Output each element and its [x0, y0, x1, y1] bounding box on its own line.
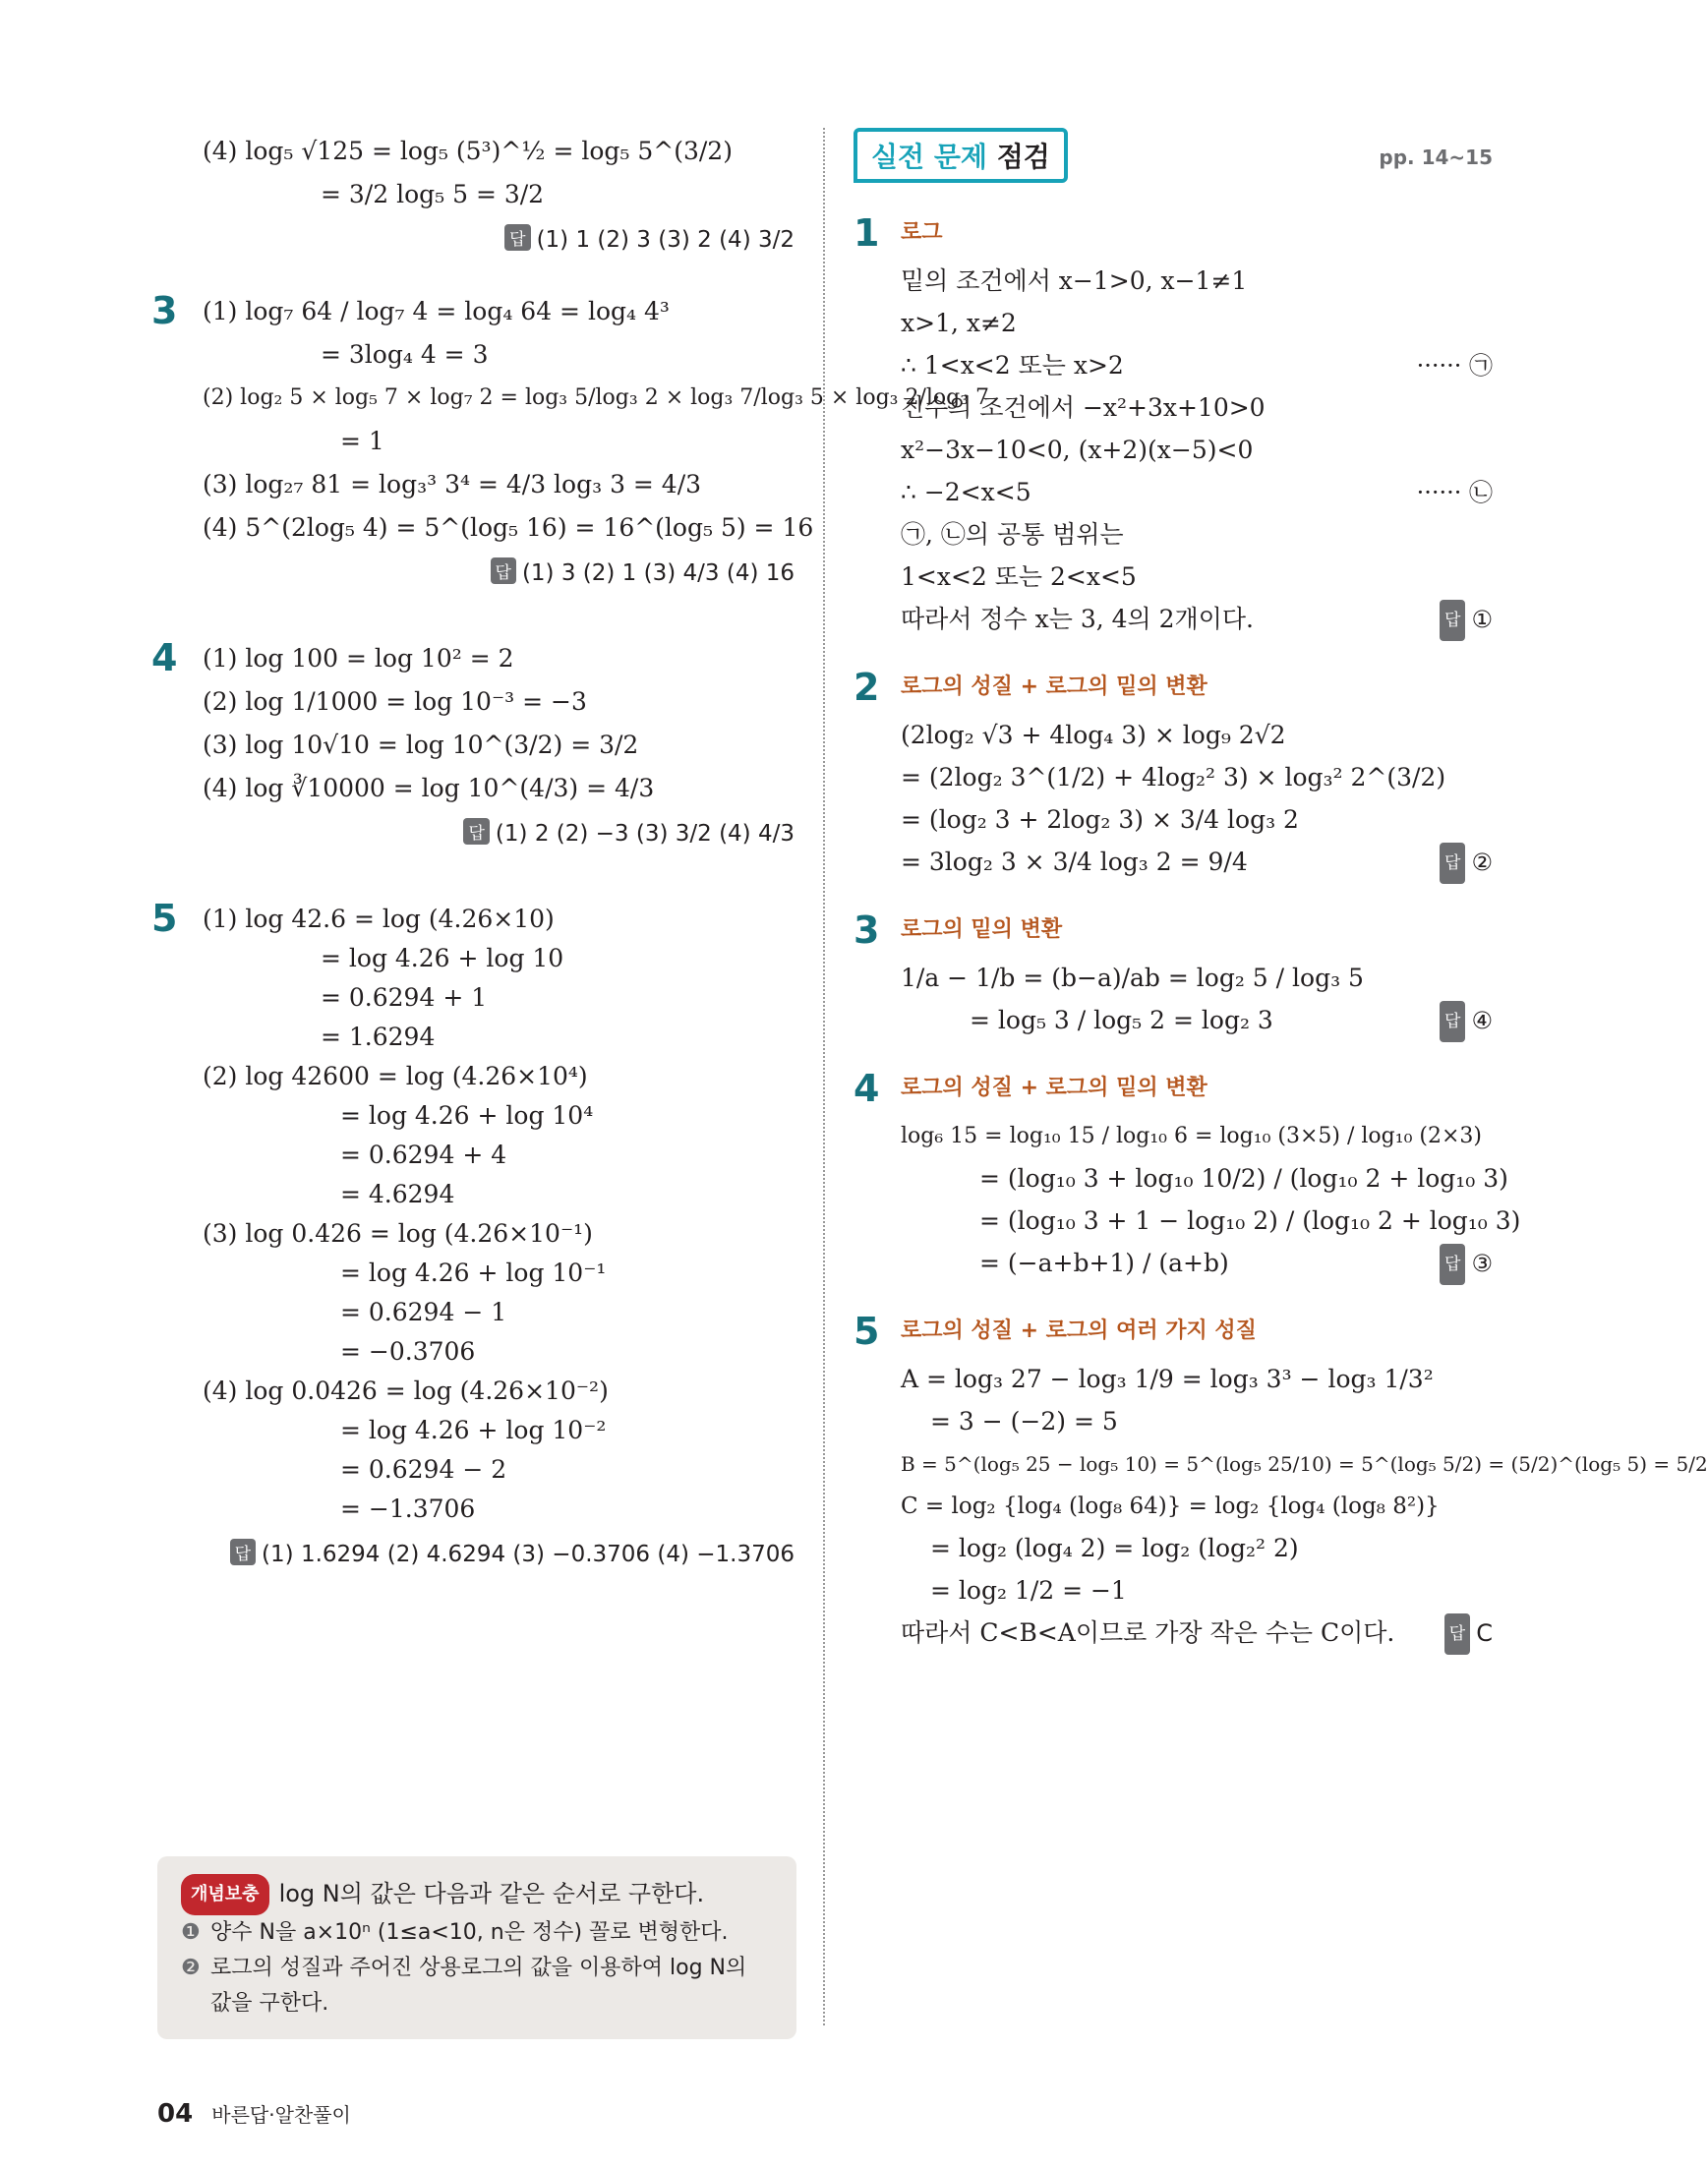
answer-text: ③ [1471, 1250, 1493, 1277]
section-title-box [854, 128, 1068, 183]
solution-line: = log 4.26 + log 10⁴ [340, 1101, 594, 1130]
problem-topic: 로그의 밑의 변환 [901, 917, 1063, 942]
answer-line [1440, 843, 1493, 884]
problem-number: 5 [854, 1310, 880, 1353]
solution-line: ㉠, ㉡의 공통 범위는 [901, 520, 1124, 549]
concept-note-text: log N의 값은 다음과 같은 순서로 구한다. [278, 1880, 705, 1907]
step-1-marker: ❶ [181, 1920, 201, 1945]
solution-line: = −1.3706 [340, 1494, 476, 1523]
answer-text: ① [1471, 606, 1493, 633]
answer-badge: 답 [1444, 1613, 1470, 1655]
solution-line: (3) log 10√10 = log 10^(3/2) = 3/2 [203, 731, 639, 759]
answer-line [155, 818, 795, 847]
concept-note-item [181, 1915, 773, 1951]
solution-line: (4) 5^(2log₅ 4) = 5^(log₅ 16) = 16^(log₅ 5) = 16 [203, 513, 814, 542]
solution-line-with-answer [901, 843, 1493, 882]
solution-line: x²−3x−10<0, (x+2)(x−5)<0 [901, 436, 1254, 464]
problem-number: 1 [854, 211, 880, 255]
page-reference: pp. 14~15 [1379, 146, 1493, 169]
solution-line: A = log₃ 27 − log₃ 1/9 = log₃ 3³ − log₃ 1/3² [901, 1365, 1434, 1393]
solution-line: = log 4.26 + log 10⁻² [340, 1416, 607, 1444]
solution-line: = (2log₂ 3^(1/2) + 4log₂² 3) × log₃² 2^(3/2) [901, 763, 1446, 791]
section-title-rest: 점검 [996, 141, 1050, 173]
answer-text: ② [1471, 849, 1493, 876]
answer-line [1440, 1001, 1493, 1042]
answer-line [1440, 1244, 1493, 1285]
answer-badge: 답 [463, 818, 489, 845]
answer-line [1444, 1613, 1493, 1655]
solution-line: (2log₂ √3 + 4log₄ 3) × log₉ 2√2 [901, 721, 1286, 749]
solution-line: = log₂ 1/2 = −1 [930, 1576, 1127, 1605]
condition-tag: ······ ㉠ [1416, 352, 1493, 380]
solution-line: = 1.6294 [321, 1023, 436, 1051]
problem-number: 3 [854, 908, 880, 952]
practice-problem-3 [854, 908, 1493, 1040]
solution-line: = 0.6294 − 1 [340, 1298, 507, 1326]
right-column [854, 128, 1708, 1656]
problem-number: 3 [151, 289, 178, 332]
section-header [854, 128, 1493, 197]
problem-number: 4 [151, 636, 178, 679]
answer-badge: 답 [230, 1539, 256, 1565]
solution-line: = log₅ 3 / log₅ 2 = log₂ 3 [970, 1006, 1273, 1034]
problem-topic: 로그 [901, 220, 943, 245]
solution-line-with-answer [901, 1613, 1493, 1653]
answer-badge: 답 [1440, 1001, 1465, 1042]
practice-problem-2 [854, 666, 1493, 882]
solution-line: x>1, x≠2 [901, 309, 1017, 337]
practice-problem-5 [854, 1310, 1708, 1653]
problem-5 [151, 897, 795, 1567]
column-divider [823, 128, 825, 2025]
answer-badge: 답 [1440, 843, 1465, 884]
page-number: 04 [157, 2099, 194, 2129]
solution-line-with-answer [901, 600, 1493, 639]
solution-line-with-tag [901, 346, 1493, 385]
problem-number: 4 [854, 1067, 880, 1110]
concept-note-badge: 개념보충 [181, 1874, 269, 1915]
solution-line: B = 5^(log₅ 25 − log₅ 10) = 5^(log₅ 25/10) = 5^(log₅ 5/2) = (5/2)^(log₅ 5) = 5/2 [901, 1452, 1708, 1476]
solution-line: = (log₁₀ 3 + log₁₀ 10/2) / (log₁₀ 2 + log₁₀ 3) [979, 1164, 1508, 1193]
practice-problem-4 [854, 1067, 1521, 1283]
solution-line: = log₂ (log₄ 2) = log₂ (log₂² 2) [930, 1534, 1299, 1562]
answer-line [155, 557, 795, 586]
answer-text: ④ [1471, 1007, 1493, 1034]
answer-text: C [1476, 1619, 1493, 1647]
solution-line: ∴ −2<x<5 [901, 478, 1031, 506]
answer-text: (1) 1.6294 (2) 4.6294 (3) −0.3706 (4) −1.3706 [262, 1542, 795, 1567]
solution-line: 따라서 정수 x는 3, 4의 2개이다. [901, 605, 1254, 633]
solution-line: (1) log₇ 64 / log₇ 4 = log₄ 64 = log₄ 4³ [203, 297, 670, 325]
solution-line: = log 4.26 + log 10⁻¹ [340, 1259, 607, 1287]
answer-badge: 답 [1440, 1244, 1465, 1285]
concept-note-item-text: 로그의 성질과 주어진 상용로그의 값을 이용하여 log N의 값을 구한다. [210, 1956, 747, 2016]
step-2-marker: ❷ [181, 1956, 201, 1980]
problem-number: 2 [854, 666, 880, 709]
solution-line-with-tag [901, 473, 1493, 512]
solution-line: (2) log₂ 5 × log₅ 7 × log₇ 2 = log₃ 5/log₃ 2 × log₃ 7/log₃ 5 × log₃ 2/log₃ 7 [203, 385, 990, 410]
page-footer [157, 2099, 351, 2129]
solution-line: log₆ 15 = log₁₀ 15 / log₁₀ 6 = log₁₀ (3×5) / log₁₀ (2×3) [901, 1124, 1482, 1148]
solution-line: = −0.3706 [340, 1337, 476, 1366]
answer-text: (1) 3 (2) 1 (3) 4/3 (4) 16 [521, 560, 795, 586]
solution-line: = 1 [340, 427, 384, 455]
concept-note-item-text: 양수 N을 a×10ⁿ (1≤a<10, n은 정수) 꼴로 변형한다. [210, 1920, 729, 1945]
problem-4 [151, 636, 795, 847]
solution-line: C = log₂ {log₄ (log₈ 64)} = log₂ {log₄ (log₈ 8²)} [901, 1494, 1440, 1519]
answer-badge: 답 [491, 557, 516, 584]
answer-badge: 답 [1440, 600, 1465, 641]
practice-problem-1 [854, 211, 1493, 639]
solution-line: (1) log 42.6 = log (4.26×10) [203, 905, 555, 933]
problem-topic: 로그의 성질 + 로그의 여러 가지 성질 [901, 1318, 1257, 1343]
solution-line: = 3/2 log₅ 5 = 3/2 [321, 180, 545, 208]
problem-topic: 로그의 성질 + 로그의 밑의 변환 [901, 1076, 1207, 1100]
answer-badge: 답 [504, 224, 530, 251]
solution-line: = 3log₄ 4 = 3 [321, 340, 489, 369]
solution-line: 1/a − 1/b = (b−a)/ab = log₂ 5 / log₃ 5 [901, 964, 1364, 992]
solution-line: 따라서 C<B<A이므로 가장 작은 수는 C이다. [901, 1618, 1395, 1647]
solution-line: ∴ 1<x<2 또는 x>2 [901, 351, 1124, 380]
intro-solution [155, 132, 795, 253]
answer-line [155, 1539, 795, 1567]
condition-tag: ······ ㉡ [1416, 479, 1493, 506]
solution-line: = 3log₂ 3 × 3/4 log₃ 2 = 9/4 [901, 848, 1248, 876]
concept-note-title [181, 1874, 773, 1915]
answer-text: (1) 2 (2) −3 (3) 3/2 (4) 4/3 [495, 821, 795, 847]
solution-line: = 0.6294 − 2 [340, 1455, 507, 1484]
answer-text: (1) 1 (2) 3 (3) 2 (4) 3/2 [536, 227, 795, 253]
solution-line: (1) log 100 = log 10² = 2 [203, 644, 514, 673]
solution-line: 밑의 조건에서 x−1>0, x−1≠1 [901, 266, 1248, 295]
solution-line: (4) log 0.0426 = log (4.26×10⁻²) [203, 1377, 609, 1405]
solution-line: (4) log ∛10000 = log 10^(4/3) = 4/3 [203, 774, 655, 802]
solution-line: = (−a+b+1) / (a+b) [979, 1249, 1229, 1277]
book-title: 바른답·알찬풀이 [211, 2103, 351, 2127]
solution-line: = 0.6294 + 1 [321, 983, 488, 1012]
solution-line: = log 4.26 + log 10 [321, 944, 564, 972]
solution-line: (2) log 42600 = log (4.26×10⁴) [203, 1062, 588, 1090]
answer-line [1440, 600, 1493, 641]
answer-line [155, 224, 795, 253]
solution-line: = (log₂ 3 + 2log₂ 3) × 3/4 log₃ 2 [901, 805, 1299, 834]
solution-line: = 3 − (−2) = 5 [930, 1407, 1118, 1436]
problem-number: 5 [151, 897, 178, 940]
section-title-accent: 실전 문제 [871, 141, 987, 173]
solution-line: = 4.6294 [340, 1180, 455, 1208]
solution-line: (2) log 1/1000 = log 10⁻³ = −3 [203, 687, 587, 716]
solution-line: (3) log 0.426 = log (4.26×10⁻¹) [203, 1219, 593, 1248]
solution-line: 진수의 조건에서 −x²+3x+10>0 [901, 393, 1266, 422]
problem-topic: 로그의 성질 + 로그의 밑의 변환 [901, 674, 1207, 699]
solution-line: 1<x<2 또는 2<x<5 [901, 562, 1137, 591]
solution-line: (4) log₅ √125 = log₅ (5³)^½ = log₅ 5^(3/2) [203, 137, 733, 165]
solution-line: = 0.6294 + 4 [340, 1141, 507, 1169]
solution-line: = (log₁₀ 3 + 1 − log₁₀ 2) / (log₁₀ 2 + log₁₀ 3) [979, 1206, 1521, 1235]
solution-line-with-answer [901, 1244, 1493, 1283]
solution-line: (3) log₂₇ 81 = log₃³ 3⁴ = 4/3 log₃ 3 = 4/3 [203, 470, 702, 498]
concept-note-item [181, 1951, 773, 2022]
solution-line-with-answer [901, 1001, 1493, 1040]
concept-note-box [157, 1856, 796, 2039]
